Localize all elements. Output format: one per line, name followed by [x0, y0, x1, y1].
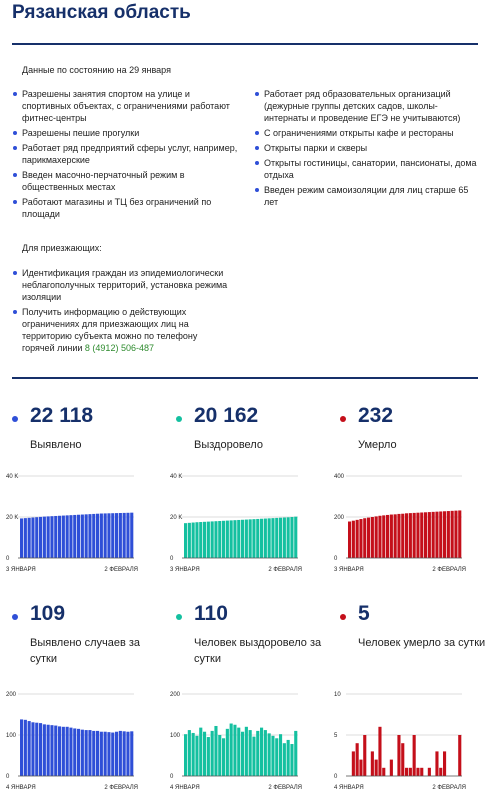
hotline-phone-link[interactable]: 8 (4912) 506-487 — [84, 343, 154, 353]
bar — [119, 513, 122, 558]
chart-daily-recovered — [170, 684, 310, 794]
bar — [85, 730, 88, 776]
y-tick-label: 200 — [334, 515, 345, 521]
bar — [435, 512, 438, 558]
bar — [241, 520, 244, 558]
bar — [271, 518, 274, 558]
top-divider — [12, 43, 478, 45]
x-end-label: 2 ФЕВРАЛЯ — [104, 785, 138, 791]
y-tick-label: 200 — [6, 692, 17, 698]
bar — [107, 513, 110, 558]
x-start-label: 3 ЯНВАРЯ — [6, 567, 36, 573]
bar — [420, 768, 423, 776]
stat-value: 232 — [358, 404, 394, 427]
stat-label: Выявлено случаев за сутки — [30, 637, 141, 665]
bar — [279, 518, 282, 558]
stat-label: Человек умерло за сутки — [358, 637, 485, 649]
bar — [184, 523, 187, 558]
stat-value: 109 — [30, 602, 66, 625]
chart-svg — [170, 466, 310, 576]
bar — [409, 768, 412, 776]
list-item: Работает ряд образовательных организаций (дежурные группы детских садов, школы-интернаты и проведение ЕГЭ не учитываются) — [255, 88, 480, 124]
x-end-label: 2 ФЕВРАЛЯ — [104, 567, 138, 573]
bar — [199, 728, 202, 776]
bar — [275, 738, 278, 776]
bar — [211, 521, 214, 558]
bar — [363, 518, 366, 558]
bar — [207, 737, 210, 776]
date-line: Данные по состоянию на 29 января — [22, 65, 171, 75]
list-item: Работают магазины и ТЦ без ограничений по площади — [13, 196, 238, 220]
bar — [264, 730, 267, 776]
x-end-label: 2 ФЕВРАЛЯ — [432, 567, 466, 573]
bar — [73, 515, 76, 558]
stat-label: Человек выздоровело за сутки — [194, 637, 322, 665]
bar — [126, 732, 129, 776]
bar — [439, 768, 442, 776]
bar — [294, 731, 297, 776]
bar — [397, 735, 400, 776]
stat-value: 22 118 — [30, 404, 94, 427]
bar — [264, 519, 267, 558]
bar — [397, 514, 400, 558]
bar — [420, 512, 423, 558]
bar — [287, 517, 290, 558]
bar — [424, 512, 427, 558]
bar — [371, 517, 374, 558]
blue-dot-icon — [12, 614, 18, 620]
y-tick-label: 100 — [170, 733, 181, 739]
bar — [130, 513, 133, 558]
bar — [356, 743, 359, 776]
section-divider — [12, 377, 478, 379]
teal-dot-icon — [176, 416, 182, 422]
bar — [405, 513, 408, 558]
list-item: Идентификация граждан из эпидемиологически неблагополучных территорий, установка режима изоляции — [13, 267, 228, 303]
y-tick-label: 0 — [6, 774, 10, 780]
y-tick-label: 0 — [170, 556, 174, 562]
bar — [352, 521, 355, 558]
bar — [88, 730, 91, 776]
x-start-label: 4 ЯНВАРЯ — [334, 785, 364, 791]
x-start-label: 4 ЯНВАРЯ — [6, 785, 36, 791]
bar — [192, 733, 195, 776]
bar — [394, 514, 397, 558]
bar — [428, 768, 431, 776]
y-tick-label: 0 — [170, 774, 174, 780]
bar — [237, 728, 240, 776]
bar — [111, 733, 114, 776]
bar — [192, 523, 195, 558]
bar — [241, 732, 244, 776]
bar — [245, 727, 248, 776]
bar — [413, 735, 416, 776]
bar — [115, 732, 118, 776]
bar — [271, 736, 274, 776]
bar — [85, 514, 88, 558]
bar — [356, 520, 359, 558]
bar — [226, 521, 229, 558]
bar — [352, 751, 355, 776]
bar — [290, 517, 293, 558]
bar — [378, 516, 381, 558]
y-tick-label: 0 — [6, 556, 10, 562]
bar — [375, 760, 378, 776]
chart-svg — [170, 684, 310, 794]
arrivals-title: Для приезжающих: — [22, 243, 102, 253]
bar — [435, 751, 438, 776]
bar — [35, 517, 38, 558]
bar — [294, 517, 297, 558]
bar — [401, 743, 404, 776]
bar — [447, 511, 450, 558]
bar — [256, 519, 259, 558]
bar — [249, 730, 252, 776]
bar — [390, 760, 393, 776]
bar — [233, 520, 236, 558]
stat-label: Выздоровело — [194, 439, 263, 451]
arrival-info-text: Получить информацию о действующих ограничениях для приезжающих лиц на территорию субъекта можно по телефону горячей линии — [22, 307, 198, 353]
bar — [222, 738, 225, 776]
y-tick-label: 0 — [334, 556, 338, 562]
bar — [39, 517, 42, 558]
bar — [443, 751, 446, 776]
bar — [28, 518, 31, 558]
teal-dot-icon — [176, 614, 182, 620]
bar — [405, 768, 408, 776]
bar — [230, 520, 233, 558]
restrictions-left-list — [13, 88, 238, 223]
list-item: С ограничениями открыты кафе и рестораны — [255, 127, 480, 139]
list-item: Работает ряд предприятий сферы услуг, например, парикмахерские — [13, 142, 238, 166]
bar — [214, 521, 217, 558]
bar — [211, 731, 214, 776]
page-title: Рязанская область — [12, 2, 191, 23]
bar — [203, 522, 206, 558]
bar — [268, 518, 271, 558]
bar — [66, 515, 69, 558]
bar — [207, 522, 210, 558]
bar — [96, 514, 99, 558]
bar — [47, 725, 50, 776]
x-start-label: 3 ЯНВАРЯ — [334, 567, 364, 573]
bar — [439, 511, 442, 558]
bar — [363, 735, 366, 776]
bar — [43, 724, 46, 776]
bar — [92, 731, 95, 776]
bar — [218, 735, 221, 776]
bar — [92, 514, 95, 558]
bar — [249, 519, 252, 558]
bar — [66, 727, 69, 776]
list-item — [13, 306, 228, 354]
bar — [123, 513, 126, 558]
bar — [195, 522, 198, 558]
bar — [24, 720, 27, 776]
bar — [195, 736, 198, 776]
arrivals-list — [13, 267, 228, 357]
bar — [359, 519, 362, 558]
bar — [58, 726, 61, 776]
bar — [416, 768, 419, 776]
bar — [260, 728, 263, 776]
stat-label: Умерло — [358, 439, 397, 451]
bar — [252, 519, 255, 558]
bar — [348, 522, 351, 558]
list-item: Введен режим самоизоляции для лиц старше 65 лет — [255, 184, 480, 208]
bar — [245, 520, 248, 558]
bar — [126, 513, 129, 558]
y-tick-label: 0 — [334, 774, 338, 780]
red-dot-icon — [340, 614, 346, 620]
bar — [39, 723, 42, 776]
bar — [382, 768, 385, 776]
bar — [184, 734, 187, 776]
bar — [104, 732, 107, 776]
bar — [454, 511, 457, 558]
y-tick-label: 10 — [334, 692, 341, 698]
y-tick-label: 20 K — [6, 515, 19, 521]
y-tick-label: 200 — [170, 692, 181, 698]
bar — [203, 732, 206, 776]
bar — [226, 729, 229, 776]
bar — [230, 724, 233, 776]
bar — [290, 744, 293, 776]
x-end-label: 2 ФЕВРАЛЯ — [432, 785, 466, 791]
bar — [31, 722, 34, 776]
bar — [81, 730, 84, 776]
bar — [260, 519, 263, 558]
stat-value: 20 162 — [194, 404, 259, 427]
x-start-label: 4 ЯНВАРЯ — [170, 785, 200, 791]
chart-svg — [6, 684, 146, 794]
bar — [31, 518, 34, 558]
bar — [54, 726, 57, 776]
bar — [50, 516, 53, 558]
y-tick-label: 5 — [334, 733, 338, 739]
bar — [371, 751, 374, 776]
bar — [115, 513, 118, 558]
bar — [375, 516, 378, 558]
bar — [28, 721, 31, 776]
bar — [214, 726, 217, 776]
bar — [237, 520, 240, 558]
bar — [111, 513, 114, 558]
list-item: Открыты парки и скверы — [255, 142, 480, 154]
y-tick-label: 40 K — [170, 474, 183, 480]
bar — [199, 522, 202, 558]
stat-label: Выявлено — [30, 439, 82, 451]
bar — [409, 513, 412, 558]
bar — [100, 514, 103, 558]
bar — [88, 514, 91, 558]
bar — [401, 514, 404, 558]
bar — [413, 513, 416, 558]
bar — [283, 743, 286, 776]
bar — [20, 719, 23, 776]
y-tick-label: 400 — [334, 474, 345, 480]
y-tick-label: 100 — [6, 733, 17, 739]
bar — [287, 740, 290, 776]
bar — [50, 725, 53, 776]
bar — [390, 515, 393, 558]
chart-svg — [334, 684, 474, 794]
bar — [77, 515, 80, 558]
x-end-label: 2 ФЕВРАЛЯ — [268, 785, 302, 791]
x-end-label: 2 ФЕВРАЛЯ — [268, 567, 302, 573]
stat-value: 5 — [358, 602, 370, 625]
chart-svg — [334, 466, 474, 576]
chart-recovered — [170, 466, 310, 576]
bar — [283, 518, 286, 558]
chart-died — [334, 466, 474, 576]
chart-daily-died — [334, 684, 474, 794]
bar — [268, 733, 271, 776]
bar — [20, 518, 23, 558]
list-item: Введен масочно-перчаточный режим в общественных местах — [13, 169, 238, 193]
restrictions-right-list — [255, 88, 480, 211]
blue-dot-icon — [12, 416, 18, 422]
bar — [443, 511, 446, 558]
red-dot-icon — [340, 416, 346, 422]
bar — [451, 511, 454, 558]
bar — [359, 760, 362, 776]
chart-svg — [6, 466, 146, 576]
bar — [130, 731, 133, 776]
bar — [69, 728, 72, 776]
list-item: Разрешены пешие прогулки — [13, 127, 238, 139]
bar — [69, 515, 72, 558]
bar — [428, 512, 431, 558]
bar — [275, 518, 278, 558]
bar — [432, 512, 435, 558]
bar — [252, 737, 255, 776]
bar — [54, 516, 57, 558]
bar — [24, 518, 27, 558]
stat-value: 110 — [194, 602, 228, 625]
y-tick-label: 20 K — [170, 515, 183, 521]
bar — [458, 735, 461, 776]
bar — [119, 731, 122, 776]
bar — [100, 732, 103, 776]
list-item: Открыты гостиницы, санатории, пансионаты, дома отдыха — [255, 157, 480, 181]
bar — [378, 727, 381, 776]
bar — [43, 517, 46, 558]
list-item: Разрешены занятия спортом на улице и спортивных объектах, с ограничениями работают фитнес-центры — [13, 88, 238, 124]
bar — [458, 510, 461, 558]
bar — [81, 515, 84, 558]
x-start-label: 3 ЯНВАРЯ — [170, 567, 200, 573]
bar — [188, 523, 191, 558]
bar — [233, 725, 236, 776]
bar — [188, 730, 191, 776]
bar — [107, 732, 110, 776]
y-tick-label: 40 K — [6, 474, 19, 480]
bar — [62, 727, 65, 776]
bar — [73, 728, 76, 776]
bar — [416, 513, 419, 558]
bar — [77, 729, 80, 776]
chart-detected — [6, 466, 146, 576]
bar — [123, 731, 126, 776]
bar — [279, 734, 282, 776]
bar — [47, 516, 50, 558]
bar — [58, 516, 61, 558]
bar — [367, 518, 370, 558]
bar — [382, 515, 385, 558]
bar — [386, 515, 389, 558]
bar — [35, 723, 38, 776]
bar — [222, 521, 225, 558]
chart-daily-detected — [6, 684, 146, 794]
bar — [96, 731, 99, 776]
bar — [256, 731, 259, 776]
bar — [218, 521, 221, 558]
bar — [62, 516, 65, 558]
bar — [104, 513, 107, 558]
